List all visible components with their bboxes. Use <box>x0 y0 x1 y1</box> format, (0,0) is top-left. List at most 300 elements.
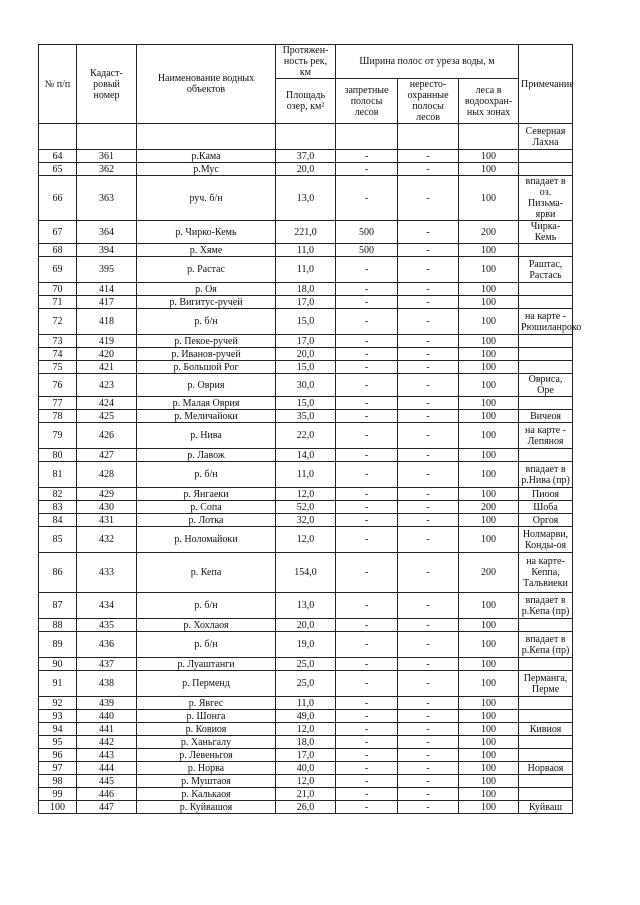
cell-name: р. Пекое-ручей <box>137 335 276 348</box>
cell-note <box>519 361 573 374</box>
cell-water-protection: 200 <box>459 553 519 593</box>
cell-spawning: - <box>398 283 459 296</box>
cell-spawning: - <box>398 488 459 501</box>
cell-name: р. Хяме <box>137 244 276 257</box>
cell-spawning: - <box>398 749 459 762</box>
cell-forbidden: - <box>336 462 398 488</box>
cell-name: р. Сопа <box>137 501 276 514</box>
cell-note: Чирка-Кемь <box>519 221 573 244</box>
carry-empty <box>459 124 519 150</box>
water-objects-table <box>38 44 582 814</box>
cell-length: 21,0 <box>276 788 336 801</box>
cell-spawning: - <box>398 658 459 671</box>
cell-num: 69 <box>39 257 77 283</box>
table-row <box>39 257 573 283</box>
cell-name: р. Ноломайоки <box>137 527 276 553</box>
cell-forbidden: - <box>336 736 398 749</box>
cell-num: 68 <box>39 244 77 257</box>
cell-cadastral: 444 <box>77 762 137 775</box>
cell-note: впадает в оз. Пизьма-ярви <box>519 176 573 221</box>
cell-forbidden: - <box>336 514 398 527</box>
cell-name: р. Чирко-Кемь <box>137 221 276 244</box>
cell-name: р. Меличайоки <box>137 410 276 423</box>
cell-forbidden: - <box>336 619 398 632</box>
cell-cadastral: 427 <box>77 449 137 462</box>
cell-note <box>519 163 573 176</box>
cell-num: 93 <box>39 710 77 723</box>
cell-cadastral: 430 <box>77 501 137 514</box>
cell-water-protection: 100 <box>459 163 519 176</box>
cell-spawning: - <box>398 150 459 163</box>
cell-cadastral: 434 <box>77 593 137 619</box>
carry-empty <box>398 124 459 150</box>
cell-num: 94 <box>39 723 77 736</box>
cell-spawning: - <box>398 632 459 658</box>
cell-water-protection: 100 <box>459 309 519 335</box>
cell-spawning: - <box>398 221 459 244</box>
cell-spawning: - <box>398 553 459 593</box>
header-name: Наименование водных объектов <box>137 45 276 124</box>
cell-name: р.Кама <box>137 150 276 163</box>
cell-note: Перманга, Перме <box>519 671 573 697</box>
cell-cadastral: 421 <box>77 361 137 374</box>
table-row <box>39 788 573 801</box>
table-row <box>39 309 573 335</box>
cell-note: на карте - Лепяноя <box>519 423 573 449</box>
cell-num: 67 <box>39 221 77 244</box>
cell-length: 17,0 <box>276 749 336 762</box>
table-row <box>39 163 573 176</box>
cell-water-protection: 100 <box>459 619 519 632</box>
cell-num: 96 <box>39 749 77 762</box>
cell-cadastral: 435 <box>77 619 137 632</box>
cell-forbidden: - <box>336 176 398 221</box>
cell-cadastral: 433 <box>77 553 137 593</box>
cell-name: р. Левеньгоя <box>137 749 276 762</box>
table-row <box>39 176 573 221</box>
cell-name: р. Вигитус-ручей <box>137 296 276 309</box>
cell-num: 86 <box>39 553 77 593</box>
cell-name: р. Перменд <box>137 671 276 697</box>
cell-length: 221,0 <box>276 221 336 244</box>
cell-note: Куйваш <box>519 801 573 814</box>
cell-note: Оргоя <box>519 514 573 527</box>
cell-cadastral: 417 <box>77 296 137 309</box>
carry-empty <box>137 124 276 150</box>
cell-num: 66 <box>39 176 77 221</box>
cell-name: р.Мус <box>137 163 276 176</box>
cell-note: Пиооя <box>519 488 573 501</box>
cell-length: 26,0 <box>276 801 336 814</box>
cell-num: 65 <box>39 163 77 176</box>
cell-note: на карте - Рюшиланроко <box>519 309 573 335</box>
cell-num: 97 <box>39 762 77 775</box>
cell-length: 20,0 <box>276 619 336 632</box>
cell-length: 32,0 <box>276 514 336 527</box>
cell-forbidden: - <box>336 283 398 296</box>
cell-note: Норваоя <box>519 762 573 775</box>
cell-num: 90 <box>39 658 77 671</box>
table-row <box>39 658 573 671</box>
cell-forbidden: - <box>336 697 398 710</box>
table-row <box>39 619 573 632</box>
cell-num: 91 <box>39 671 77 697</box>
header-area: Площадь озер, км² <box>276 79 336 124</box>
cell-spawning: - <box>398 593 459 619</box>
cell-cadastral: 442 <box>77 736 137 749</box>
cell-length: 25,0 <box>276 658 336 671</box>
cell-num: 99 <box>39 788 77 801</box>
cell-water-protection: 100 <box>459 257 519 283</box>
cell-num: 72 <box>39 309 77 335</box>
cell-cadastral: 441 <box>77 723 137 736</box>
cell-length: 18,0 <box>276 283 336 296</box>
table-row <box>39 762 573 775</box>
cell-forbidden: - <box>336 788 398 801</box>
cell-note <box>519 150 573 163</box>
cell-length: 12,0 <box>276 527 336 553</box>
cell-cadastral: 394 <box>77 244 137 257</box>
cell-name: р. Ковиоя <box>137 723 276 736</box>
cell-forbidden: - <box>336 710 398 723</box>
cell-water-protection: 100 <box>459 723 519 736</box>
cell-name: р. б/н <box>137 593 276 619</box>
cell-length: 15,0 <box>276 361 336 374</box>
cell-cadastral: 428 <box>77 462 137 488</box>
table-row <box>39 488 573 501</box>
cell-spawning: - <box>398 423 459 449</box>
cell-name: р. Оврия <box>137 374 276 397</box>
cell-note <box>519 244 573 257</box>
cell-forbidden: - <box>336 163 398 176</box>
cell-note: Шоба <box>519 501 573 514</box>
cell-num: 84 <box>39 514 77 527</box>
cell-name: р. б/н <box>137 309 276 335</box>
carry-empty <box>39 124 77 150</box>
cell-length: 25,0 <box>276 671 336 697</box>
cell-note: впадает в р.Кепа (пр) <box>519 593 573 619</box>
cell-name: р. Большой Рог <box>137 361 276 374</box>
cell-length: 12,0 <box>276 775 336 788</box>
table-row <box>39 710 573 723</box>
table-row <box>39 462 573 488</box>
cell-note <box>519 619 573 632</box>
cell-num: 81 <box>39 462 77 488</box>
cell-spawning: - <box>398 710 459 723</box>
cell-length: 11,0 <box>276 697 336 710</box>
carry-empty <box>77 124 137 150</box>
cell-name: р. Кепа <box>137 553 276 593</box>
cell-name: р. Нива <box>137 423 276 449</box>
cell-note: впадает в р.Кепа (пр) <box>519 632 573 658</box>
cell-name: р. Куйвашоя <box>137 801 276 814</box>
header-spawning: нересто-охранные полосы лесов <box>398 79 459 124</box>
cell-forbidden: - <box>336 801 398 814</box>
cell-forbidden: - <box>336 296 398 309</box>
cell-spawning: - <box>398 788 459 801</box>
cell-note: Нолмарви, Конды-оя <box>519 527 573 553</box>
carry-note: Северная Лахна <box>519 124 573 150</box>
cell-length: 19,0 <box>276 632 336 658</box>
cell-cadastral: 361 <box>77 150 137 163</box>
cell-name: р. Норва <box>137 762 276 775</box>
cell-cadastral: 439 <box>77 697 137 710</box>
cell-length: 13,0 <box>276 593 336 619</box>
cell-num: 98 <box>39 775 77 788</box>
cell-length: 22,0 <box>276 423 336 449</box>
cell-name: р. Лотка <box>137 514 276 527</box>
cell-length: 14,0 <box>276 449 336 462</box>
cell-length: 17,0 <box>276 335 336 348</box>
cell-name: р. Оя <box>137 283 276 296</box>
table-row <box>39 348 573 361</box>
table-row <box>39 801 573 814</box>
cell-note <box>519 449 573 462</box>
cell-water-protection: 100 <box>459 710 519 723</box>
cell-cadastral: 440 <box>77 710 137 723</box>
table-row <box>39 449 573 462</box>
cell-water-protection: 100 <box>459 527 519 553</box>
cell-note: впадает в р.Нива (пр) <box>519 462 573 488</box>
cell-spawning: - <box>398 374 459 397</box>
cell-num: 87 <box>39 593 77 619</box>
cell-forbidden: - <box>336 374 398 397</box>
cell-num: 82 <box>39 488 77 501</box>
header-num: № п/п <box>39 45 77 124</box>
table-row <box>39 335 573 348</box>
header-length: Протяжен-ность рек, км <box>276 45 336 79</box>
header-cadastral: Кадаст-ровый номер <box>77 45 137 124</box>
cell-water-protection: 100 <box>459 593 519 619</box>
cell-length: 15,0 <box>276 309 336 335</box>
cell-water-protection: 100 <box>459 736 519 749</box>
table-row <box>39 361 573 374</box>
cell-length: 15,0 <box>276 397 336 410</box>
cell-num: 73 <box>39 335 77 348</box>
cell-name: руч. б/н <box>137 176 276 221</box>
cell-water-protection: 100 <box>459 749 519 762</box>
cell-water-protection: 100 <box>459 671 519 697</box>
cell-forbidden: - <box>336 775 398 788</box>
cell-num: 70 <box>39 283 77 296</box>
cell-spawning: - <box>398 163 459 176</box>
cell-length: 35,0 <box>276 410 336 423</box>
cell-water-protection: 100 <box>459 397 519 410</box>
table-row <box>39 150 573 163</box>
cell-forbidden: - <box>336 723 398 736</box>
cell-name: р. Лавож <box>137 449 276 462</box>
cell-forbidden: - <box>336 749 398 762</box>
cell-forbidden: - <box>336 309 398 335</box>
cell-note <box>519 348 573 361</box>
cell-cadastral: 424 <box>77 397 137 410</box>
cell-spawning: - <box>398 619 459 632</box>
cell-forbidden: - <box>336 632 398 658</box>
header-water-protection: леса в водоохран-ных зонах <box>459 79 519 124</box>
cell-length: 13,0 <box>276 176 336 221</box>
cell-cadastral: 362 <box>77 163 137 176</box>
cell-num: 92 <box>39 697 77 710</box>
cell-spawning: - <box>398 462 459 488</box>
cell-num: 75 <box>39 361 77 374</box>
cell-cadastral: 443 <box>77 749 137 762</box>
table-row <box>39 397 573 410</box>
cell-length: 11,0 <box>276 244 336 257</box>
cell-num: 78 <box>39 410 77 423</box>
table-row <box>39 410 573 423</box>
cell-cadastral: 432 <box>77 527 137 553</box>
cell-spawning: - <box>398 762 459 775</box>
cell-cadastral: 419 <box>77 335 137 348</box>
cell-cadastral: 438 <box>77 671 137 697</box>
table-row <box>39 697 573 710</box>
cell-spawning: - <box>398 697 459 710</box>
header-note: Примечание <box>519 45 573 124</box>
cell-cadastral: 437 <box>77 658 137 671</box>
cell-spawning: - <box>398 449 459 462</box>
cell-cadastral: 429 <box>77 488 137 501</box>
carry-empty <box>276 124 336 150</box>
table-row <box>39 593 573 619</box>
cell-num: 100 <box>39 801 77 814</box>
cell-water-protection: 100 <box>459 658 519 671</box>
cell-name: р. Шонга <box>137 710 276 723</box>
cell-name: р. Ханьгалу <box>137 736 276 749</box>
cell-spawning: - <box>398 348 459 361</box>
cell-cadastral: 436 <box>77 632 137 658</box>
cell-length: 52,0 <box>276 501 336 514</box>
cell-forbidden: - <box>336 488 398 501</box>
cell-water-protection: 100 <box>459 801 519 814</box>
cell-note <box>519 749 573 762</box>
table-row <box>39 527 573 553</box>
table-row <box>39 374 573 397</box>
cell-num: 85 <box>39 527 77 553</box>
cell-forbidden: - <box>336 762 398 775</box>
cell-note <box>519 788 573 801</box>
cell-num: 74 <box>39 348 77 361</box>
cell-note <box>519 335 573 348</box>
cell-length: 11,0 <box>276 257 336 283</box>
cell-forbidden: 500 <box>336 244 398 257</box>
cell-water-protection: 100 <box>459 374 519 397</box>
cell-note <box>519 775 573 788</box>
cell-length: 20,0 <box>276 348 336 361</box>
cell-name: р. Иванов-ручей <box>137 348 276 361</box>
cell-name: р. Хохлаоя <box>137 619 276 632</box>
table-row <box>39 501 573 514</box>
cell-forbidden: - <box>336 671 398 697</box>
cell-length: 18,0 <box>276 736 336 749</box>
cell-cadastral: 423 <box>77 374 137 397</box>
cell-note: на карте- Кеппа, Тальвиеки <box>519 553 573 593</box>
cell-cadastral: 420 <box>77 348 137 361</box>
cell-water-protection: 100 <box>459 348 519 361</box>
table-row <box>39 723 573 736</box>
cell-spawning: - <box>398 361 459 374</box>
cell-spawning: - <box>398 514 459 527</box>
cell-water-protection: 100 <box>459 462 519 488</box>
table-row <box>39 775 573 788</box>
cell-spawning: - <box>398 801 459 814</box>
cell-water-protection: 200 <box>459 221 519 244</box>
cell-forbidden: - <box>336 449 398 462</box>
cell-note <box>519 658 573 671</box>
cell-num: 77 <box>39 397 77 410</box>
cell-water-protection: 100 <box>459 632 519 658</box>
cell-water-protection: 100 <box>459 176 519 221</box>
cell-num: 71 <box>39 296 77 309</box>
table-row <box>39 423 573 449</box>
cell-forbidden: - <box>336 257 398 283</box>
cell-note: Раштас, Растась <box>519 257 573 283</box>
cell-water-protection: 100 <box>459 775 519 788</box>
cell-name: р. Растас <box>137 257 276 283</box>
cell-forbidden: - <box>336 397 398 410</box>
cell-cadastral: 425 <box>77 410 137 423</box>
cell-cadastral: 446 <box>77 788 137 801</box>
cell-name: р. Муштаоя <box>137 775 276 788</box>
cell-water-protection: 100 <box>459 697 519 710</box>
cell-water-protection: 100 <box>459 335 519 348</box>
cell-water-protection: 100 <box>459 449 519 462</box>
cell-forbidden: - <box>336 658 398 671</box>
cell-forbidden: - <box>336 593 398 619</box>
cell-num: 95 <box>39 736 77 749</box>
table-row <box>39 632 573 658</box>
cell-length: 37,0 <box>276 150 336 163</box>
cell-num: 79 <box>39 423 77 449</box>
cell-note <box>519 283 573 296</box>
cell-cadastral: 445 <box>77 775 137 788</box>
cell-num: 89 <box>39 632 77 658</box>
cell-forbidden: - <box>336 150 398 163</box>
cell-num: 64 <box>39 150 77 163</box>
cell-water-protection: 200 <box>459 501 519 514</box>
cell-spawning: - <box>398 671 459 697</box>
header-width-group: Ширина полос от уреза воды, м <box>336 45 519 79</box>
cell-spawning: - <box>398 775 459 788</box>
cell-spawning: - <box>398 397 459 410</box>
cell-spawning: - <box>398 296 459 309</box>
cell-water-protection: 100 <box>459 150 519 163</box>
cell-length: 12,0 <box>276 723 336 736</box>
cell-cadastral: 418 <box>77 309 137 335</box>
table-row <box>39 749 573 762</box>
cell-length: 49,0 <box>276 710 336 723</box>
cell-name: р. Малая Оврия <box>137 397 276 410</box>
cell-spawning: - <box>398 176 459 221</box>
cell-cadastral: 414 <box>77 283 137 296</box>
cell-spawning: - <box>398 723 459 736</box>
cell-note <box>519 736 573 749</box>
cell-forbidden: - <box>336 361 398 374</box>
cell-water-protection: 100 <box>459 423 519 449</box>
cell-length: 12,0 <box>276 488 336 501</box>
table-row <box>39 221 573 244</box>
cell-water-protection: 100 <box>459 244 519 257</box>
cell-name: р. Калькаоя <box>137 788 276 801</box>
cell-water-protection: 100 <box>459 283 519 296</box>
cell-name: р. б/н <box>137 632 276 658</box>
cell-water-protection: 100 <box>459 488 519 501</box>
cell-water-protection: 100 <box>459 514 519 527</box>
cell-spawning: - <box>398 527 459 553</box>
cell-forbidden: - <box>336 410 398 423</box>
cell-water-protection: 100 <box>459 296 519 309</box>
cell-name: р. Явгес <box>137 697 276 710</box>
cell-water-protection: 100 <box>459 410 519 423</box>
